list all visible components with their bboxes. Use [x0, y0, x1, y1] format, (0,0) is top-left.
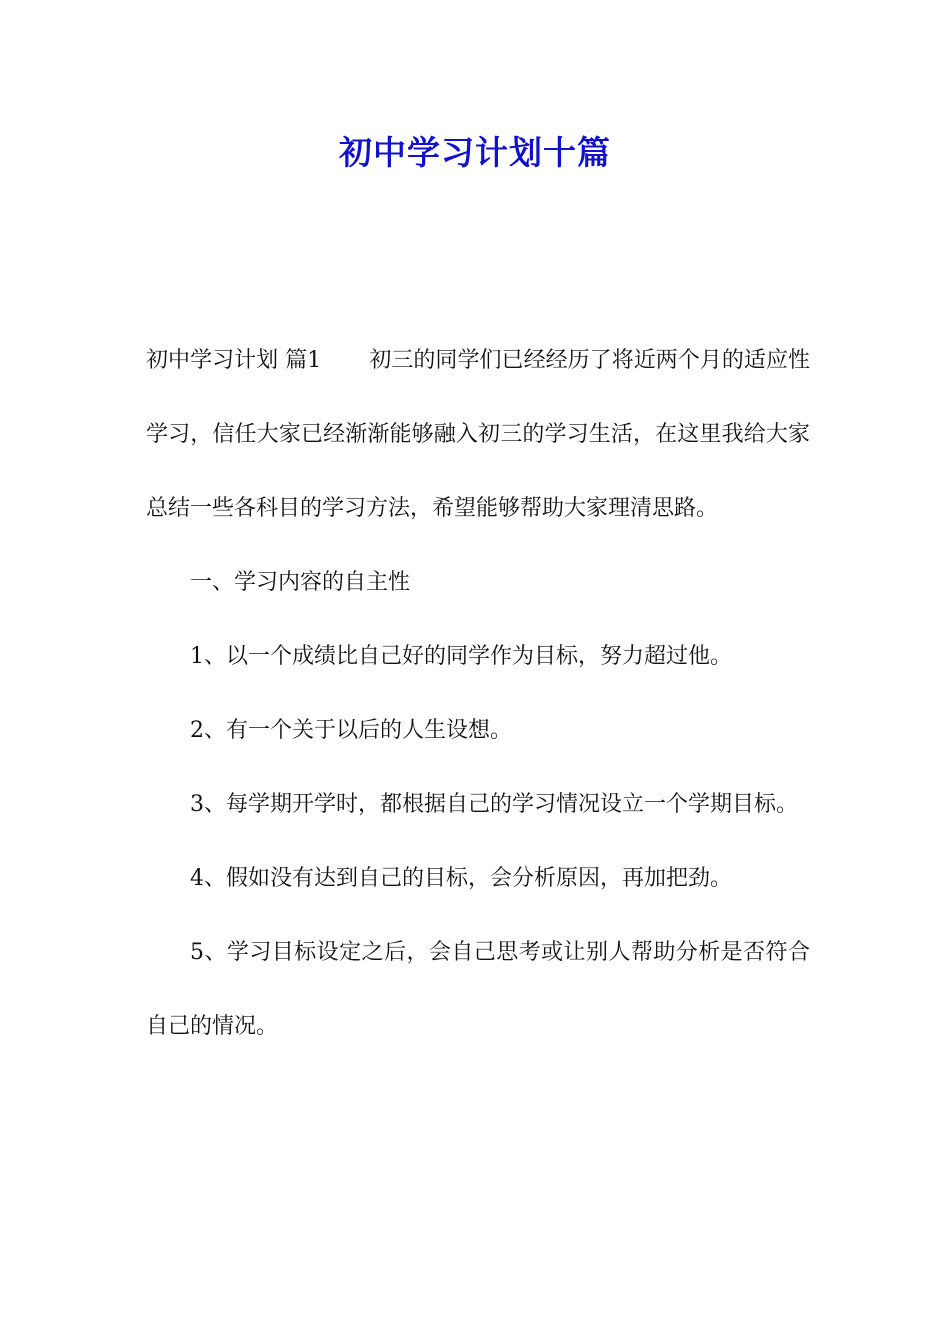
paragraph-item-5: 5、学习目标设定之后，会自己思考或让别人帮助分析是否符合自己的情况。 [146, 940, 810, 1039]
paragraph-item-4: 4、假如没有达到自己的目标，会分析原因，再加把劲。 [190, 866, 732, 891]
paragraph-intro [146, 324, 810, 546]
section-heading: 初中学习计划 篇1 [146, 348, 322, 373]
paragraph-text: 初三的同学们已经经历了将近两个月的适应性学习，信任大家已经渐渐能够融入初三的学习生活，在这里我给大家总结一些各科目的学习方法，希望能够帮助大家理清思路。 [146, 348, 810, 521]
paragraph-section-one: 一、学习内容的自主性 [190, 570, 411, 595]
document-title: 初中学习计划十篇 [339, 133, 611, 172]
paragraph-item-3: 3、每学期开学时，都根据自己的学习情况设立一个学期目标。 [190, 792, 798, 817]
document-body [146, 324, 810, 1064]
paragraph-item-2: 2、有一个关于以后的人生设想。 [190, 718, 512, 743]
paragraph-item-1: 1、以一个成绩比自己好的同学作为目标，努力超过他。 [190, 644, 732, 669]
